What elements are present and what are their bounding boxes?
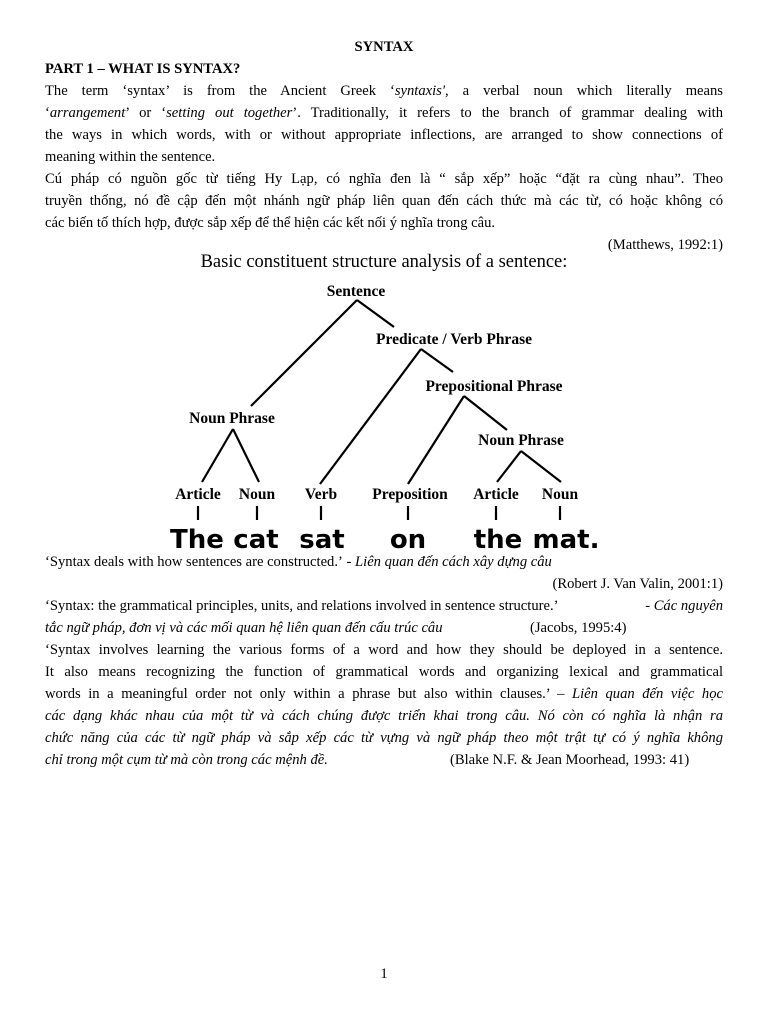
node-preposition: Preposition: [372, 486, 448, 503]
quote-3-line: words in a meaningful order not only within a phrase but also within clauses.’ – Liên quan đến việc học: [45, 686, 723, 702]
constituent-tree-diagram: [0, 252, 768, 552]
branch-line: [202, 429, 233, 482]
sentence-word: cat: [233, 525, 279, 552]
intro-en-line: ‘arrangement’ or ‘setting out together’. Traditionally, it refers to the branch of grammar dealing with: [45, 105, 723, 121]
sentence-word: mat.: [532, 525, 600, 552]
part-heading: PART 1 – WHAT IS SYNTAX?: [45, 61, 241, 77]
quote-3-line: chức năng của các từ ngữ pháp và sắp xếp các từ vựng và ngữ pháp theo một trật tự có ý nghĩa không: [45, 730, 723, 746]
branch-line: [421, 349, 453, 372]
quote-3-line: ‘Syntax involves learning the various forms of a word and how they should be deployed in a sentence.: [45, 642, 723, 658]
node-noun-phrase: Noun Phrase: [478, 432, 564, 449]
intro-vi-line: Cú pháp có nguồn gốc từ tiếng Hy Lạp, có nghĩa đen là “ sắp xếp” hoặc “đặt ra cùng nhau”. Theo: [45, 171, 723, 187]
branch-line: [464, 396, 507, 430]
intro-citation: (Matthews, 1992:1): [607, 237, 723, 253]
branch-line: [320, 349, 421, 484]
branch-line: [357, 300, 394, 327]
document-body: [45, 36, 723, 256]
quote-2-cont: tắc ngữ pháp, đơn vị và các mối quan hệ liên quan đến cấu trúc câu (Jacobs, 1995:4): [45, 620, 627, 636]
diagram-title: Basic constituent structure analysis of a sentence:: [200, 252, 568, 272]
node-article: Article: [473, 486, 519, 503]
quote-3-line: các dạng khác nhau của một từ và cách chúng được triển khai trong câu. Nó còn có nghĩa là nhận ra: [45, 708, 723, 724]
sentence-word: The: [170, 525, 224, 552]
node-article: Article: [175, 486, 221, 503]
document-title: SYNTAX: [354, 39, 414, 55]
quotes-section: [45, 551, 723, 771]
sentence-word: on: [389, 525, 427, 552]
node-prepositional-phrase: Prepositional Phrase: [425, 378, 563, 395]
quote-1: ‘Syntax deals with how sentences are constructed.’ - Liên quan đến cách xây dựng câu: [45, 554, 552, 570]
sentence-word: the: [473, 525, 523, 552]
intro-en-line: the ways in which words, with or without appropriate inflections, are arranged to show connections of: [45, 127, 723, 143]
branch-line: [521, 451, 561, 482]
intro-en-line: meaning within the sentence.: [45, 149, 216, 165]
quote-1-citation: (Robert J. Van Valin, 2001:1): [552, 576, 723, 592]
branch-line: [233, 429, 259, 482]
sentence-word: sat: [299, 525, 345, 552]
intro-vi-line: các biến tố thích hợp, được sắp xếp để thể hiện các kết nối ý nghĩa trong câu.: [45, 215, 496, 231]
node-noun: Noun: [541, 486, 579, 503]
branch-line: [251, 300, 357, 406]
node-noun-phrase: Noun Phrase: [189, 410, 275, 427]
branch-line: [497, 451, 521, 482]
intro-vi-line: truyền thống, nó đề cập đến một nhánh ngữ pháp liên quan đến cách thức mà các từ, có hoặc không có: [45, 193, 723, 209]
node-verb: Verb: [304, 486, 338, 503]
node-sentence: Sentence: [326, 283, 386, 300]
node-predicate: Predicate / Verb Phrase: [376, 331, 532, 348]
quote-2: ‘Syntax: the grammatical principles, units, and relations involved in sentence structure.’ - Các nguyên: [45, 598, 723, 614]
quote-3-line: chỉ trong một cụm từ mà còn trong các mệnh đề. (Blake N.F. & Jean Moorhead, 1993: 41): [45, 752, 690, 768]
branch-line: [408, 396, 464, 484]
node-noun: Noun: [238, 486, 276, 503]
page-number: 1: [380, 966, 388, 982]
intro-en-line: The term ‘syntax’ is from the Ancient Greek ‘syntaxis', a verbal noun which literally means: [45, 83, 723, 99]
quote-3-line: It also means recognizing the function of grammatical words and organizing lexical and grammatical: [45, 664, 723, 680]
